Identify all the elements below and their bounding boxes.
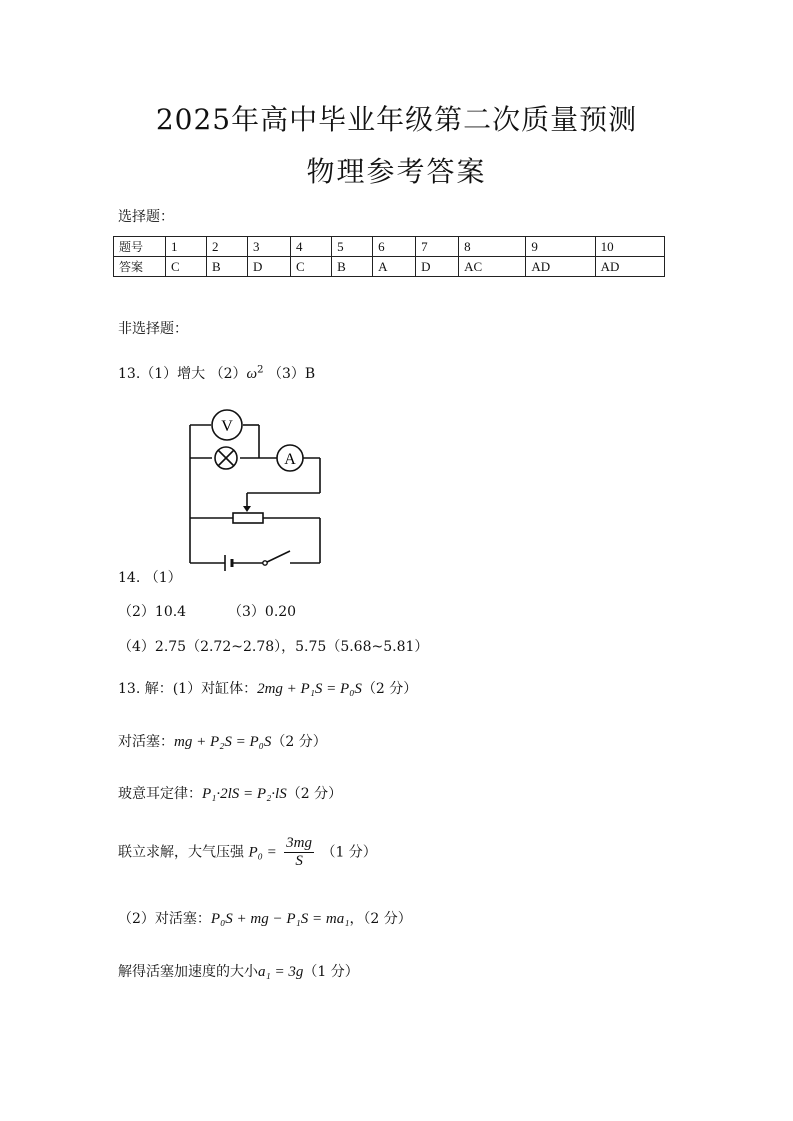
table-cell: AD xyxy=(595,257,664,277)
solution-line-6 xyxy=(118,961,359,981)
q13-text-end: （3）B xyxy=(263,366,316,382)
table-row-numbers xyxy=(114,237,665,257)
table-cell: B xyxy=(207,257,248,277)
battery-icon xyxy=(225,555,232,571)
equation: mg + P₂S = P₀S xyxy=(174,734,272,750)
fraction xyxy=(284,835,314,870)
table-cell: 7 xyxy=(416,237,459,257)
ammeter-label: A xyxy=(284,451,296,468)
table-cell: C xyxy=(166,257,207,277)
solution-line-4 xyxy=(118,835,377,870)
score: （2 分） xyxy=(361,681,418,697)
solution-label: 对活塞： xyxy=(118,734,174,750)
q13-answer xyxy=(118,363,315,383)
page-subtitle: 物理参考答案 xyxy=(306,155,487,188)
table-cell: B xyxy=(332,257,373,277)
table-cell: 6 xyxy=(373,237,416,257)
table-cell: A xyxy=(373,257,416,277)
omega-exponent: 2 xyxy=(257,364,264,376)
q14-line1: 14. （1） xyxy=(118,570,182,586)
equation: P₁·2lS = P₂·lS xyxy=(202,786,287,802)
switch-contact xyxy=(263,561,267,565)
solution-label: 联立求解，大气压强 xyxy=(118,844,244,861)
q14-line2b: （3）0.20 xyxy=(228,604,297,620)
solution-label: （2）对活塞： xyxy=(118,911,211,927)
score: （2 分） xyxy=(271,734,327,750)
score: ，（2 分） xyxy=(349,911,412,927)
equation: a₁ = 3g xyxy=(258,964,304,980)
table-cell: 5 xyxy=(332,237,373,257)
table-header-cell: 答案 xyxy=(114,257,166,277)
score: （1 分） xyxy=(303,964,359,980)
solution-line-3 xyxy=(118,783,342,803)
solution-line-2 xyxy=(118,731,327,751)
table-cell: 4 xyxy=(291,237,332,257)
equation-lhs: P₀ = xyxy=(248,844,277,861)
table-cell: D xyxy=(248,257,291,277)
solution-line-1 xyxy=(118,678,417,698)
q14-line2a: （2）10.4 xyxy=(118,604,187,620)
table-cell: 1 xyxy=(166,237,207,257)
nonchoice-heading: 非选择题： xyxy=(118,321,188,337)
fraction-numerator: 3mg xyxy=(286,835,312,851)
choice-heading: 选择题： xyxy=(118,209,174,225)
fraction-denominator: S xyxy=(295,853,303,869)
table-cell: 8 xyxy=(459,237,526,257)
lamp-icon xyxy=(215,447,237,469)
table-header-cell: 题号 xyxy=(114,237,166,257)
omega-symbol: ω xyxy=(246,366,258,382)
solution-label: 玻意耳定律： xyxy=(118,786,202,802)
rheostat-icon xyxy=(233,506,263,523)
page-title: 2025年高中毕业年级第二次质量预测 xyxy=(155,103,638,136)
q13-text: 13.（1）增大 （2） xyxy=(118,366,247,382)
table-cell: 9 xyxy=(526,237,595,257)
table-cell: D xyxy=(416,257,459,277)
table-cell: 3 xyxy=(248,237,291,257)
table-cell: C xyxy=(291,257,332,277)
solution-label: 解得活塞加速度的大小 xyxy=(118,964,258,980)
table-cell: AD xyxy=(526,257,595,277)
table-row-answers xyxy=(114,257,665,277)
table-cell: 2 xyxy=(207,237,248,257)
voltmeter-label: V xyxy=(221,418,233,435)
score: （2 分） xyxy=(286,786,343,802)
q14-line3: （4）2.75（2.72~2.78），5.75（5.68~5.81） xyxy=(118,639,429,655)
solution-label: 13. 解：(1）对缸体： xyxy=(118,681,258,697)
equation: 2mg + P₁S = P₀S xyxy=(257,681,362,697)
table-cell: AC xyxy=(459,257,526,277)
answer-table xyxy=(113,236,665,277)
circuit-diagram xyxy=(185,405,330,577)
score: （1 分） xyxy=(321,844,377,861)
solution-line-5 xyxy=(118,908,412,928)
table-cell: 10 xyxy=(595,237,664,257)
equation: P₀S + mg − P₁S = ma₁ xyxy=(210,911,350,927)
